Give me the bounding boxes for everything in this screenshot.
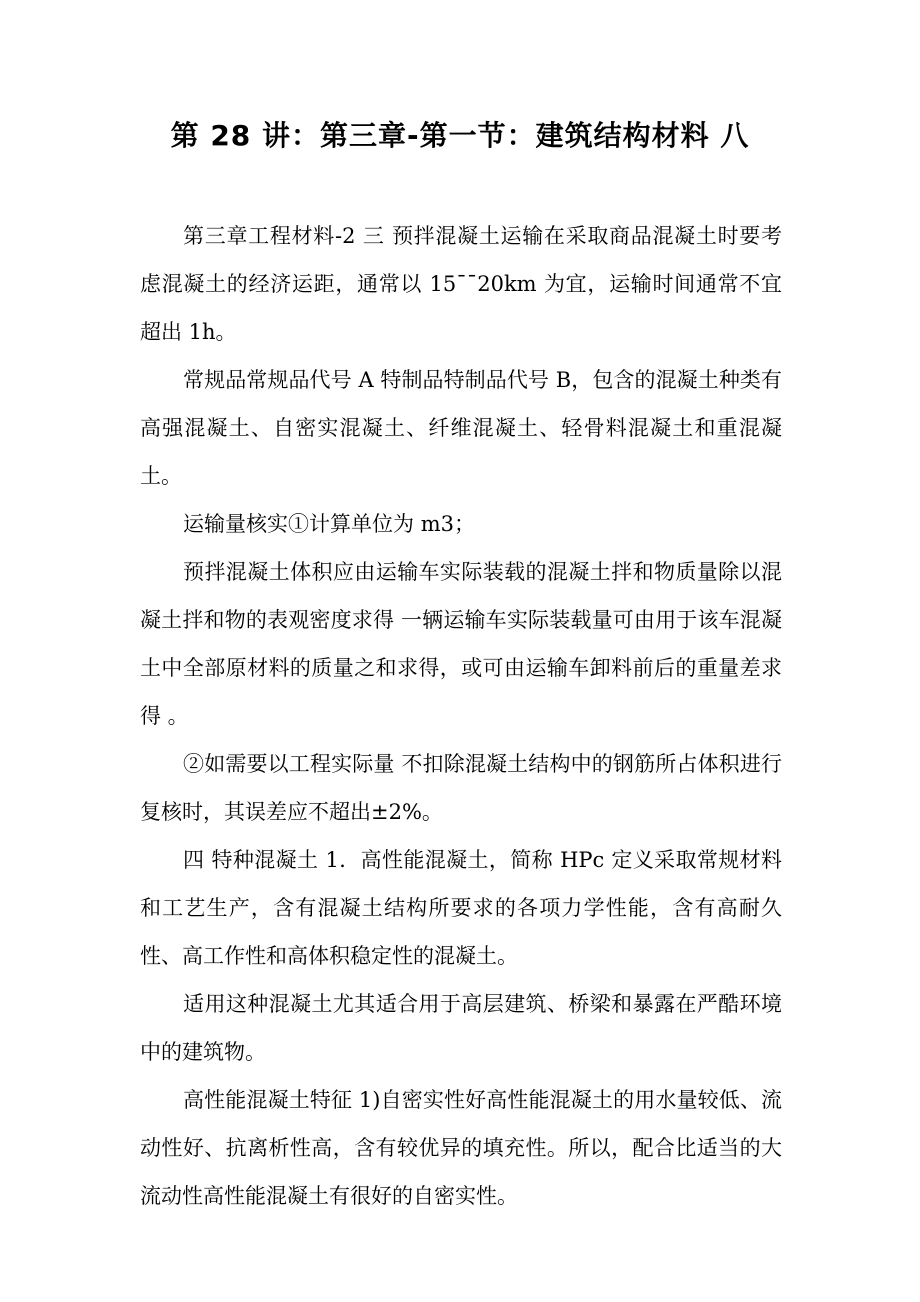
paragraph-ready-mix-transport: 第三章工程材料-2 三 预拌混凝土运输在采取商品混凝土时要考虑混凝土的经济运距，通常以 15¯¯20km 为宜，运输时间通常不宜超出 1h。	[140, 224, 782, 344]
paragraph-volume-calculation: 预拌混凝土体积应由运输车实际装载的混凝土拌和物质量除以混凝土拌和物的表观密度求得 一辆运输车实际装载量可由用于该车混凝土中全部原材料的质量之和求得，或可由运输车卸料前后的重量差求得 。	[140, 560, 782, 728]
paragraph-product-codes: 常规品常规品代号 A 特制品特制品代号 B，包含的混凝土种类有高强混凝土、自密实混凝土、纤维混凝土、轻骨料混凝土和重混凝土。	[140, 368, 782, 488]
page-title: 第 28 讲：第三章-第一节：建筑结构材料 八	[170, 119, 750, 152]
paragraph-volume-check-unit: 运输量核实①计算单位为 m3；	[183, 512, 475, 536]
paragraph-high-performance-concrete: 四 特种混凝土 1．高性能混凝土，简称 HPc 定义采取常规材料和工艺生产，含有混凝土结构所要求的各项力学性能，含有高耐久性、高工作性和高体积稳定性的混凝土。	[140, 848, 782, 968]
paragraph-characteristics: 高性能混凝土特征 1)自密实性好高性能混凝土的用水量较低、流动性好、抗离析性高，含有较优异的填充性。所以，配合比适当的大流动性高性能混凝土有很好的自密实性。	[140, 1088, 782, 1208]
paragraph-error-limit: ②如需要以工程实际量 不扣除混凝土结构中的钢筋所占体积进行复核时，其误差应不超出±2%。	[140, 752, 782, 824]
paragraph-application: 适用这种混凝土尤其适合用于高层建筑、桥梁和暴露在严酷环境中的建筑物。	[140, 992, 782, 1064]
document-body	[140, 212, 782, 1220]
